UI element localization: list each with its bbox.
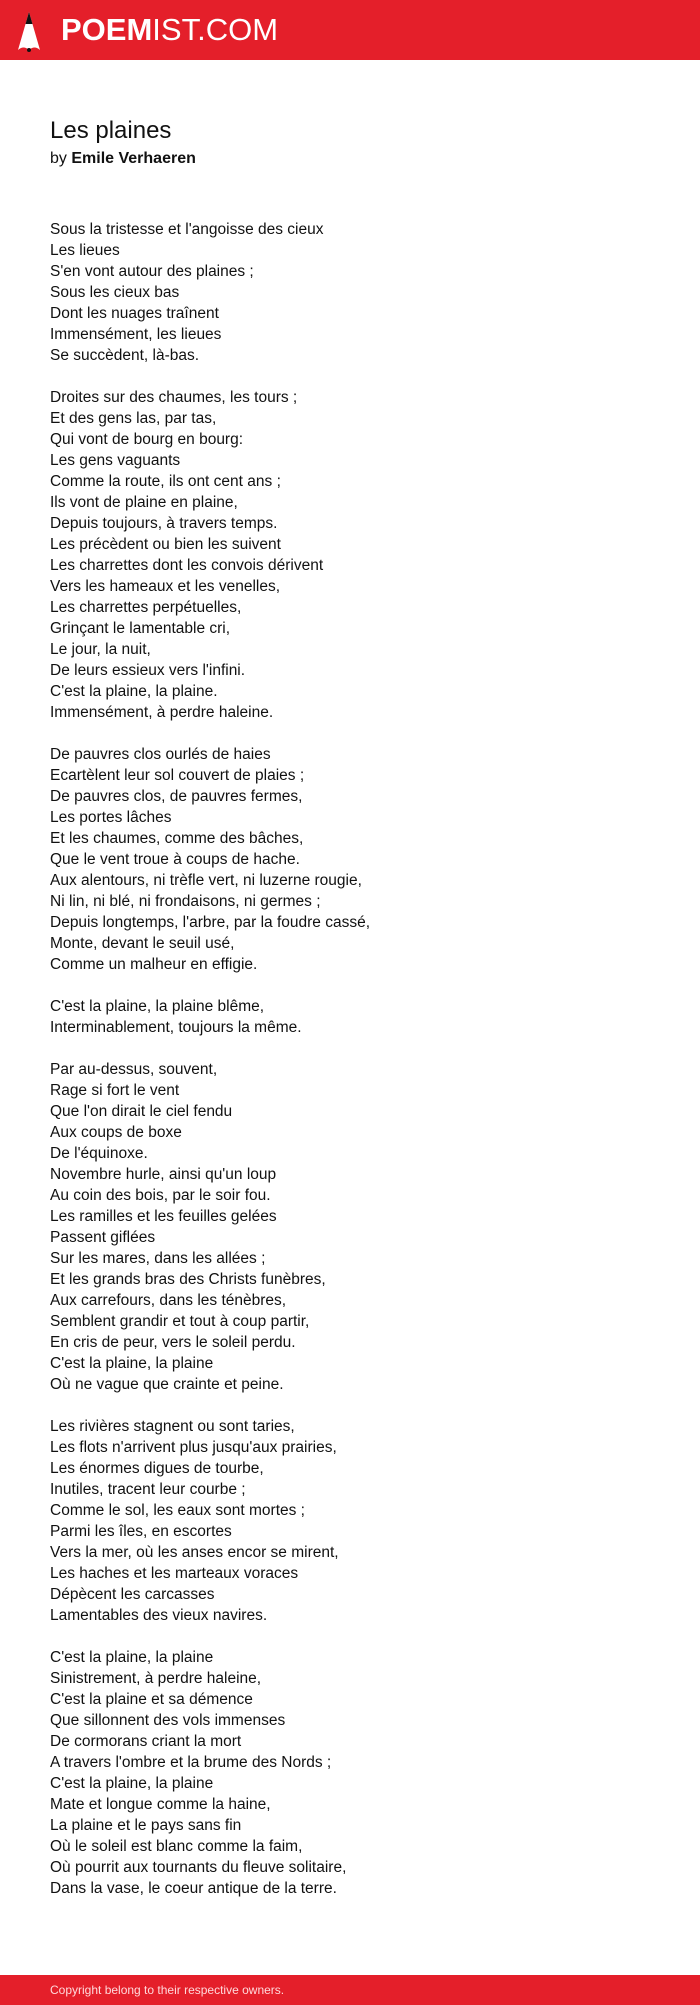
- byline: [50, 148, 196, 170]
- poem-line: Ni lin, ni blé, ni frondaisons, ni germes ;: [50, 893, 321, 910]
- poem-line: Sous la tristesse et l'angoisse des cieux: [50, 221, 324, 238]
- poem-line: Les gens vaguants: [50, 452, 181, 469]
- poem-line: Qui vont de bourg en bourg:: [50, 431, 244, 448]
- poem-line: Semblent grandir et tout à coup partir,: [50, 1313, 310, 1330]
- poem-body: [50, 219, 670, 1920]
- poem-line: Sinistrement, à perdre haleine,: [50, 1670, 262, 1687]
- poem-line: Dépècent les carcasses: [50, 1586, 215, 1603]
- poem-line: Les énormes digues de tourbe,: [50, 1460, 264, 1477]
- poem-line: Aux coups de boxe: [50, 1124, 182, 1141]
- poem-line: Droites sur des chaumes, les tours ;: [50, 389, 298, 406]
- poem-line: La plaine et le pays sans fin: [50, 1817, 242, 1834]
- site-logo-link[interactable]: [61, 11, 278, 49]
- poem-line: Interminablement, toujours la même.: [50, 1019, 302, 1036]
- poem-line: En cris de peur, vers le soleil perdu.: [50, 1334, 296, 1351]
- poem-line: Où le soleil est blanc comme la faim,: [50, 1838, 303, 1855]
- poem-line: Au coin des bois, par le soir fou.: [50, 1187, 271, 1204]
- poem-line: C'est la plaine, la plaine.: [50, 683, 218, 700]
- poem-line: Dans la vase, le coeur antique de la terre.: [50, 1880, 337, 1897]
- poem-line: C'est la plaine, la plaine: [50, 1775, 214, 1792]
- stanza: [50, 1647, 670, 1899]
- poem-line: Que le vent troue à coups de hache.: [50, 851, 300, 868]
- poem-line: Passent giflées: [50, 1229, 156, 1246]
- poem-line: C'est la plaine, la plaine: [50, 1649, 214, 1666]
- stanza: [50, 219, 670, 366]
- poem-line: De leurs essieux vers l'infini.: [50, 662, 246, 679]
- poem-line: De cormorans criant la mort: [50, 1733, 242, 1750]
- by-label: by: [50, 150, 67, 167]
- poem-line: Depuis longtemps, l'arbre, par la foudre cassé,: [50, 914, 371, 931]
- poem-line: Aux alentours, ni trèfle vert, ni luzerne rougie,: [50, 872, 362, 889]
- poem-line: Et les chaumes, comme des bâches,: [50, 830, 304, 847]
- poem-line: Inutiles, tracent leur courbe ;: [50, 1481, 246, 1498]
- poem-line: Où ne vague que crainte et peine.: [50, 1376, 284, 1393]
- poem-line: Par au-dessus, souvent,: [50, 1061, 218, 1078]
- copyright-notice: Copyright belong to their respective owners.: [50, 1983, 285, 1997]
- poem-line: Les portes lâches: [50, 809, 172, 826]
- poem-line: Novembre hurle, ainsi qu'un loup: [50, 1166, 277, 1183]
- poem-line: Les lieues: [50, 242, 120, 259]
- poem-line: Immensément, les lieues: [50, 326, 222, 343]
- poem-line: Les rivières stagnent ou sont taries,: [50, 1418, 295, 1435]
- poem-line: Dont les nuages traînent: [50, 305, 219, 322]
- poem-line: Grinçant le lamentable cri,: [50, 620, 231, 637]
- poem-line: Mate et longue comme la haine,: [50, 1796, 271, 1813]
- poem-line: De l'équinoxe.: [50, 1145, 148, 1162]
- stanza: [50, 744, 670, 975]
- stanza: [50, 1416, 670, 1626]
- poem-line: Et des gens las, par tas,: [50, 410, 217, 427]
- poem-line: Depuis toujours, à travers temps.: [50, 515, 278, 532]
- poem-line: Les précèdent ou bien les suivent: [50, 536, 281, 553]
- poem-line: C'est la plaine et sa démence: [50, 1691, 253, 1708]
- poem-line: Que sillonnent des vols immenses: [50, 1712, 286, 1729]
- poem-line: De pauvres clos, de pauvres fermes,: [50, 788, 303, 805]
- poem-line: Les ramilles et les feuilles gelées: [50, 1208, 277, 1225]
- site-header: [0, 0, 700, 60]
- poem-line: Vers la mer, où les anses encor se mirent,: [50, 1544, 339, 1561]
- poem-line: Les charrettes perpétuelles,: [50, 599, 242, 616]
- poem-line: Que l'on dirait le ciel fendu: [50, 1103, 233, 1120]
- poem-line: Rage si fort le vent: [50, 1082, 180, 1099]
- poem-line: Le jour, la nuit,: [50, 641, 151, 658]
- poem-line: Les charrettes dont les convois dérivent: [50, 557, 324, 574]
- poem-line: De pauvres clos ourlés de haies: [50, 746, 271, 763]
- stanza: [50, 996, 670, 1038]
- poem-line: Sur les mares, dans les allées ;: [50, 1250, 266, 1267]
- poem-line: Comme un malheur en effigie.: [50, 956, 258, 973]
- author-name: Emile Verhaeren: [71, 150, 196, 167]
- pencil-tip-icon[interactable]: [16, 10, 42, 52]
- logo-text-light: IST.COM: [152, 12, 279, 47]
- poem-line: Aux carrefours, dans les ténèbres,: [50, 1292, 287, 1309]
- stanza: [50, 1059, 670, 1395]
- poem-line: Parmi les îles, en escortes: [50, 1523, 232, 1540]
- site-footer: [0, 1975, 700, 2005]
- poem-line: Immensément, à perdre haleine.: [50, 704, 274, 721]
- poem-line: Et les grands bras des Christs funèbres,: [50, 1271, 326, 1288]
- logo-text-bold: POEM: [61, 12, 153, 47]
- poem-line: Sous les cieux bas: [50, 284, 180, 301]
- poem-line: Comme la route, ils ont cent ans ;: [50, 473, 281, 490]
- poem-line: Où pourrit aux tournants du fleuve solitaire,: [50, 1859, 347, 1876]
- poem-line: A travers l'ombre et la brume des Nords ;: [50, 1754, 332, 1771]
- poem-line: Les haches et les marteaux voraces: [50, 1565, 299, 1582]
- poem-line: Se succèdent, là-bas.: [50, 347, 200, 364]
- poem-line: C'est la plaine, la plaine blême,: [50, 998, 265, 1015]
- poem-line: Lamentables des vieux navires.: [50, 1607, 268, 1624]
- poem-title: Les plaines: [50, 117, 172, 144]
- poem-line: Les flots n'arrivent plus jusqu'aux prairies,: [50, 1439, 337, 1456]
- poem-line: Vers les hameaux et les venelles,: [50, 578, 281, 595]
- poem-line: Monte, devant le seuil usé,: [50, 935, 235, 952]
- poem-line: Ecartèlent leur sol couvert de plaies ;: [50, 767, 305, 784]
- poem-line: C'est la plaine, la plaine: [50, 1355, 214, 1372]
- stanza: [50, 387, 670, 723]
- poem-line: Ils vont de plaine en plaine,: [50, 494, 238, 511]
- poem-line: S'en vont autour des plaines ;: [50, 263, 254, 280]
- poem-line: Comme le sol, les eaux sont mortes ;: [50, 1502, 305, 1519]
